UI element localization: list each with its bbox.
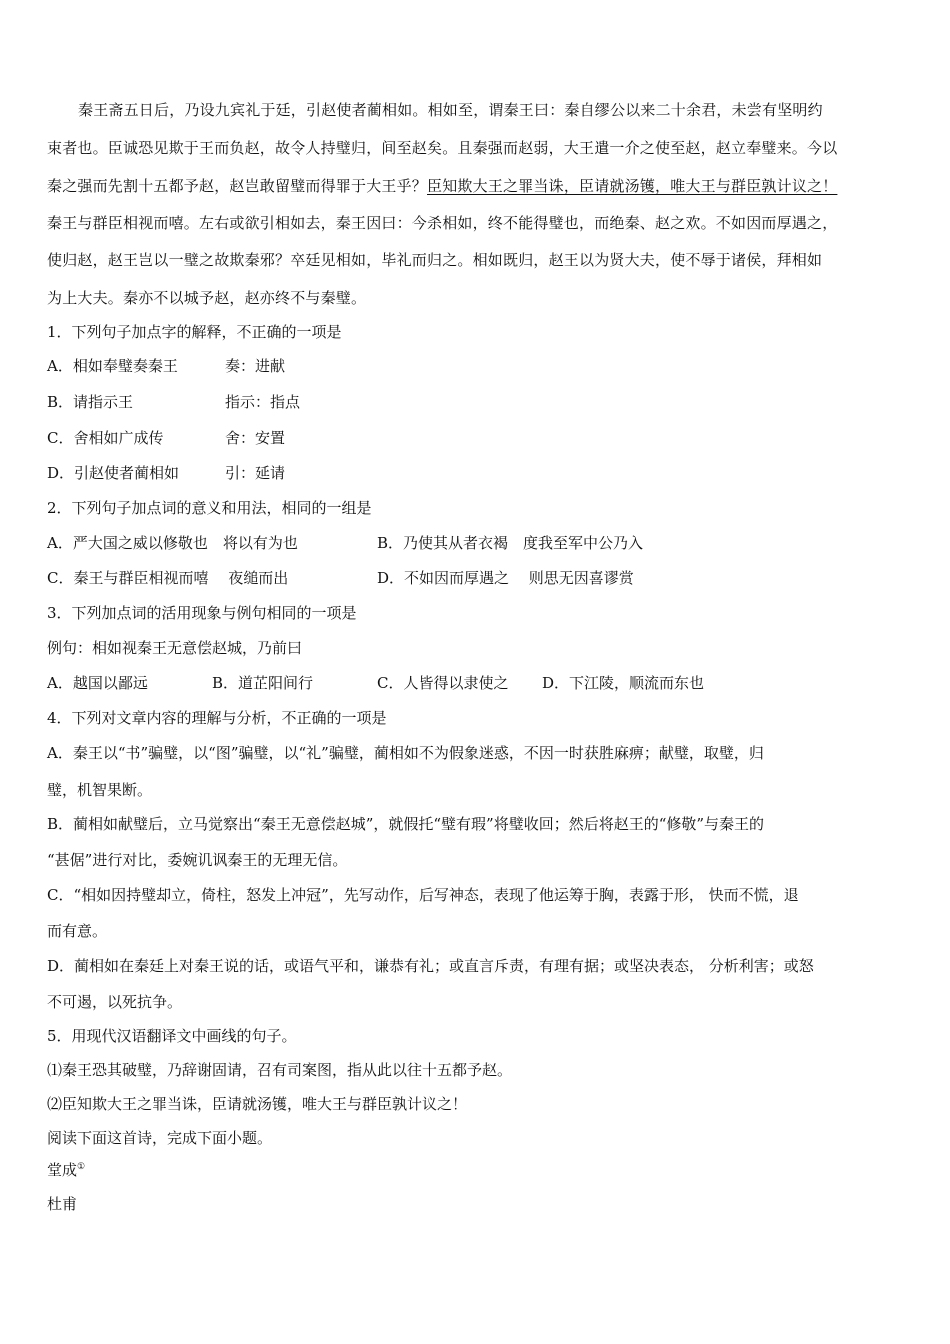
q2-option-a: A．严大国之威以修敬也 将以有为也 <box>47 534 298 552</box>
q2-option-c: C．秦王与群臣相视而嘻 夜缒而出 <box>47 569 289 587</box>
passage-line-3-plain: 秦之强而先割十五都予赵，赵岂敢留璧而得罪于大王乎？ <box>47 177 428 195</box>
q1-option-c: C．舍相如广成传 <box>47 429 164 447</box>
q1-option-a: A．相如奉璧奏秦王 <box>47 357 178 375</box>
q1-option-a-gloss: 奏：进献 <box>225 357 286 375</box>
q1-option-d-gloss: 引：延请 <box>225 464 286 482</box>
q4-option-c-line-1: C．“相如因持璧却立，倚柱，怒发上冲冠”，先写动作，后写神态，表现了他运筹于胸，表露于形， 快而不慌，退 <box>47 886 799 904</box>
q3-option-a: A．越国以鄙远 <box>47 674 148 692</box>
q5-sentence-2: ⑵臣知欺大王之罪当诛，臣请就汤镬，唯大王与群臣孰计议之！ <box>47 1095 468 1113</box>
poem-title <box>47 1160 85 1180</box>
q4-option-a-line-2: 璧，机智果断。 <box>47 781 153 799</box>
q1-option-d: D．引赵使者蔺相如 <box>47 464 180 482</box>
poem-intro: 阅读下面这首诗，完成下面小题。 <box>47 1129 273 1147</box>
passage-line-5: 使归赵，赵王岂以一璧之故欺秦邪？卒廷见相如，毕礼而归之。相如既归，赵王以为贤大夫，使不辱于诸侯，拜相如 <box>47 251 823 269</box>
q4-option-b-line-1: B．蔺相如献璧后，立马觉察出“秦王无意偿赵城”，就假托“璧有瑕”将璧收回；然后将赵王的“修敬”与秦王的 <box>47 815 765 833</box>
q2-option-b: B．乃使其从者衣褐 度我至军中公乃入 <box>377 534 644 552</box>
q5-stem: 5．用现代汉语翻译文中画线的句子。 <box>47 1027 297 1045</box>
q4-option-d-line-1: D．蔺相如在秦廷上对秦王说的话，或语气平和，谦恭有礼；或直言斥责，有理有据；或坚决表态， 分析利害；或怒 <box>47 957 814 975</box>
q4-option-a-line-1: A．秦王以“书”骗璧，以“图”骗璧，以“礼”骗璧，蔺相如不为假象迷惑，不因一时获胜麻痹；献璧，取璧，归 <box>47 744 764 762</box>
q4-option-d-line-2: 不可遏，以死抗争。 <box>47 993 183 1011</box>
q4-option-c-line-2: 而有意。 <box>47 922 108 940</box>
passage-line-6: 为上大夫。秦亦不以城予赵，赵亦终不与秦璧。 <box>47 289 367 307</box>
passage-line-4: 秦王与群臣相视而嘻。左右或欲引相如去，秦王因曰：今杀相如，终不能得璧也，而绝秦、赵之欢。不如因而厚遇之， <box>47 214 838 232</box>
q5-sentence-1: ⑴秦王恐其破璧，乃辞谢固请，召有司案图，指从此以往十五都予赵。 <box>47 1061 513 1079</box>
passage-line-3 <box>47 176 837 196</box>
passage-line-1: 秦王斋五日后，乃设九宾礼于廷，引赵使者蔺相如。相如至，谓秦王曰：秦自缪公以来二十余君，未尝有坚明约 <box>78 101 823 119</box>
q3-option-b: B．道芷阳间行 <box>212 674 314 692</box>
q2-option-d: D．不如因而厚遇之 则思无因喜谬赏 <box>377 569 634 587</box>
passage-line-2: 束者也。臣诚恐见欺于王而负赵，故令人持璧归，间至赵矣。且秦强而赵弱，大王遣一介之使至赵，赵立奉璧来。今以 <box>47 139 838 157</box>
q1-option-b-gloss: 指示：指点 <box>225 393 301 411</box>
q2-stem: 2．下列句子加点词的意义和用法，相同的一组是 <box>47 499 372 517</box>
underlined-sentence: 臣知欺大王之罪当诛，臣请就汤镬，唯大王与群臣孰计议之！ <box>427 177 838 195</box>
q1-option-c-gloss: 舍：安置 <box>225 429 286 447</box>
q3-option-d: D．下江陵，顺流而东也 <box>542 674 705 692</box>
poem-title-text: 堂成 <box>47 1161 78 1179</box>
poem-title-footnote-mark: ① <box>77 1162 86 1172</box>
q3-stem: 3．下列加点词的活用现象与例句相同的一项是 <box>47 604 357 622</box>
q4-stem: 4．下列对文章内容的理解与分析，不正确的一项是 <box>47 709 387 727</box>
q1-stem: 1．下列句子加点字的解释，不正确的一项是 <box>47 323 342 341</box>
q1-option-b: B．请指示王 <box>47 393 134 411</box>
q4-option-b-line-2: “甚倨”进行对比，委婉讥讽秦王的无理无信。 <box>47 851 348 869</box>
q3-example: 例句：相如视秦王无意偿赵城，乃前曰 <box>47 639 303 657</box>
q3-option-c: C．人皆得以隶使之 <box>377 674 509 692</box>
poem-author: 杜甫 <box>47 1195 78 1213</box>
